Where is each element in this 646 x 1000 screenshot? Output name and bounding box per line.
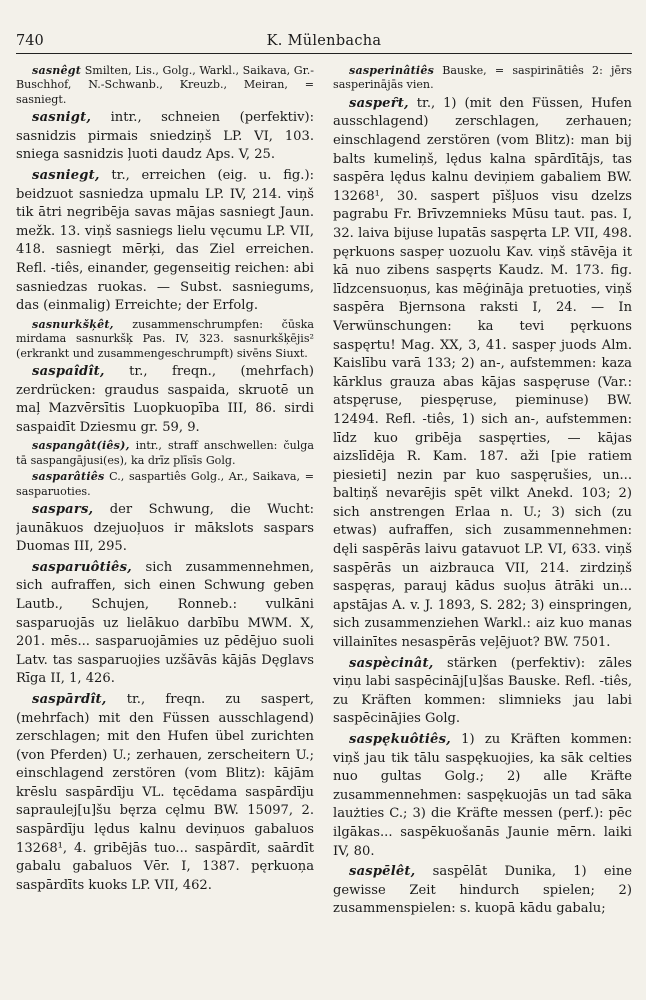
- entry-headword: saspękuôtiês,: [349, 732, 451, 747]
- entry-headword: saspārdît,: [32, 691, 107, 707]
- page-header: [16, 31, 632, 54]
- page-number: 740: [16, 33, 44, 49]
- entry-definition: zusammenschrumpfen: čūska mirdama sasnurkšķ Pas. IV, 323. sasnurkšķējis² (erkrankt und zusammengeschrumpft) sivēns Siuxt.: [16, 317, 314, 360]
- dictionary-entry: [333, 95, 632, 653]
- dictionary-entry: [16, 559, 314, 689]
- entry-definition: Bauske, = saspirinātiês 2: jērs sasperinājās vien.: [333, 64, 632, 92]
- dictionary-entry: [16, 691, 314, 896]
- entry-definition: stärken (perfektiv): zāles viņu labi saspēcināj[u]šas Bauske. Refl. -tiês, zu Kräften kommen: slimnieks jau labi saspēcinājies Golg.: [333, 655, 632, 727]
- entry-definition: 1) zu Kräften kommen: viņš jau tik tālu saspękuojies, ka sāk celties nuo gultas Golg.; 2) alle Kräfte zusammennehmen: saspękuojās un tad sāka laużties C.; 3) die Kräfte messen (perf.): pēc ilgākas... saspēkuošanās Jaunie mērn. laiki IV, 80.: [333, 732, 632, 859]
- dictionary-entry: [333, 655, 632, 729]
- dictionary-entry: [16, 363, 314, 437]
- entry-headword: saspècinât,: [349, 655, 434, 671]
- entry-definition: tr., 1) (mit den Füssen, Hufen ausschlagend) zerschlagen, zerhauen; einschlagend zerstören (vom Blitz): man bij balts kumeliņš, lędus kalna spārdītājs, tas saspēra lędus kalnu deviņiem gabaliem BW. 13268¹, 30. saspert pīšļuos visu dzelzs pagrabu Fr. Brīvzemnieks Mūsu taut. pas. I, 32. laiva bijuse lupatās saspęrta LP. VII, 498. pęrkuons saspeŗ uozuolu Kav. viņš stāvēja it kā nuo zibens saspęrts Kaudz. M. 173. fig. līdzcensuoņus, kas mēģināja pretuoties, viņš saspēra Bjernsona raksti I, 24. — In Verwünschungen: ka tevi pęrkuons saspęrtu! Mag. XX, 3, 41. saspeŗ juods Alm. Kaislību varā 133; 2) an-, aufstemmen: kaza kārklus grauza abas kājas saspęruse (Var.: atspęruse, piespęruse, pieminuse) BW. 12494. Refl. -tiês, 1) sich an-, aufstemmen: līdz kuo gribēja saspęrties, — kājas aizslīdēja R. Kam. 187. aži [pie ratiem piesieti] nezin par kuo saspęrušies, un... baltiņš nevarējis spēt vilkt Anekd. 103; 2) sich anstrengen Erlaa n. U.; 3) sich (zu etwas) aufraffen, sich zusammennehmen: dęli saspērās laivu gatavuot LP. VI, 633. viņš saspērās un aizbrauca VII, 214. zirdziņš saspęras, parauj kādus suoļus ātrāki un... apstājas A. v. J. 1893, S. 282; 3) einspringen, sich zusammenziehen Warkl.: aiz kuo manas villainītes nesaspērās veļējuot? BW. 7501.: [333, 95, 632, 651]
- entry-headword: saspaîdît,: [32, 363, 105, 379]
- entry-headword: saspars,: [32, 501, 94, 517]
- running-title: K. Mülenbacha: [266, 33, 382, 49]
- entry-definition: der Schwung, die Wucht: jaunākuos dzejuoļuos ir mākslots saspars Duomas III, 295.: [16, 501, 314, 555]
- dictionary-entry: [16, 439, 314, 468]
- entry-definition: tr., freqn. zu saspert, (mehrfach) mit den Füssen ausschlagend) zerschlagen; mit den Hufen übel zurichten (von Pferden) U.; zerhauen, zerscheitern U.; einschlagend zerstören (vom Blitz): kājām krēslu saspārdīju VL. tęcēdama saspārdīju sapraulej[u]šu bęrza cęlmu BW. 15097, 2. saspārdīju lędus kalnu deviņuos gabaluos 13268¹, 4. gribējās tuo... saspārdīt, saārdīt gabalu gabaluos Vēr. I, 1387. pęrkuoņa saspārdīts kuoks LP. VII, 462.: [16, 691, 314, 893]
- entry-headword: sasnigt,: [32, 110, 92, 126]
- entry-definition: tr., freqn., (mehrfach) zerdrücken: graudus saspaida, skruotē un maļ Mazvērsītis Luopkuopība III, 86. sirdi saspaidīt Dziesmu gr. 59, 9.: [16, 363, 314, 435]
- dictionary-entry: [16, 470, 314, 499]
- entry-definition: saspēlāt Dunika, 1) eine gewisse Zeit hindurch spielen; 2) zusammenspielen: s. kuopā kādu gabalu;: [333, 864, 632, 917]
- dictionary-entry: [16, 64, 314, 107]
- entry-headword: saspeȓt,: [349, 95, 409, 111]
- entry-definition: tr., erreichen (eig. u. fig.): beidzuot sasniedza upmalu LP. IV, 214. viņš tik ātri negribēja savas mājas sasniegt Jaun. mežk. 13. viņš sasniegs lielu vęcumu LP. VII, 418. sasniegt mērķi, das Ziel erreichen. Refl. -tiês, einander, gegenseitig reichen: abi sasniedzas ruokas. — Subst. sasniegums, das (einmalig) Erreichte; der Erfolg.: [16, 168, 314, 314]
- entry-headword: saspangât(iês),: [32, 439, 130, 453]
- dictionary-entry: [333, 64, 632, 93]
- entry-definition: intr., straff anschwellen: čulga tā saspangājusi(es), ka drīz plīsīs Golg.: [16, 439, 314, 467]
- left-column: [16, 64, 314, 994]
- entry-headword: sasnurkšķêt,: [32, 317, 114, 331]
- entry-definition: sich zusammennehmen, sich aufraffen, sich einen Schwung geben Lautb., Schujen, Ronneb.: vulkāni sasparuojās uz lielākuo darbību MWM. X, 201. mēs... sasparuojāmies uz pēdējuo suoli Latv. tas sasparuojies uzšāvās kājās Dęglavs Rīga II, 1, 426.: [16, 559, 314, 687]
- dictionary-entry: [333, 863, 632, 919]
- entry-headword: sasniegt,: [32, 168, 100, 183]
- entry-headword: saspēlêt,: [349, 864, 416, 880]
- entry-headword: sasparâtiês: [32, 470, 105, 484]
- entry-headword: sasperinâtiês: [349, 64, 435, 77]
- entry-headword: sasparuôtiês,: [32, 559, 132, 575]
- dictionary-entry: [16, 318, 314, 361]
- entry-definition: C., saspartiês Golg., Ar., Saikava, = sasparuoties.: [16, 470, 314, 498]
- entry-definition: intr., schneien (perfektiv): sasnidzis pirmais sniedziņš LP. VI, 103. sniega sasnidzis ļuoti daudz Aps. V, 25.: [16, 110, 314, 163]
- dictionary-entry: [333, 731, 632, 861]
- dictionary-entry: [16, 501, 314, 557]
- entry-definition: Smilten, Lis., Golg., Warkl., Saikava, Gr.-Buschhof, N.-Schwanb., Kreuzb., Meiran, = sasniegt.: [16, 64, 314, 106]
- right-column: [333, 64, 632, 994]
- entry-headword: sasnêgt: [32, 64, 82, 77]
- dictionary-entry: [16, 109, 314, 165]
- dictionary-entry: [16, 167, 314, 316]
